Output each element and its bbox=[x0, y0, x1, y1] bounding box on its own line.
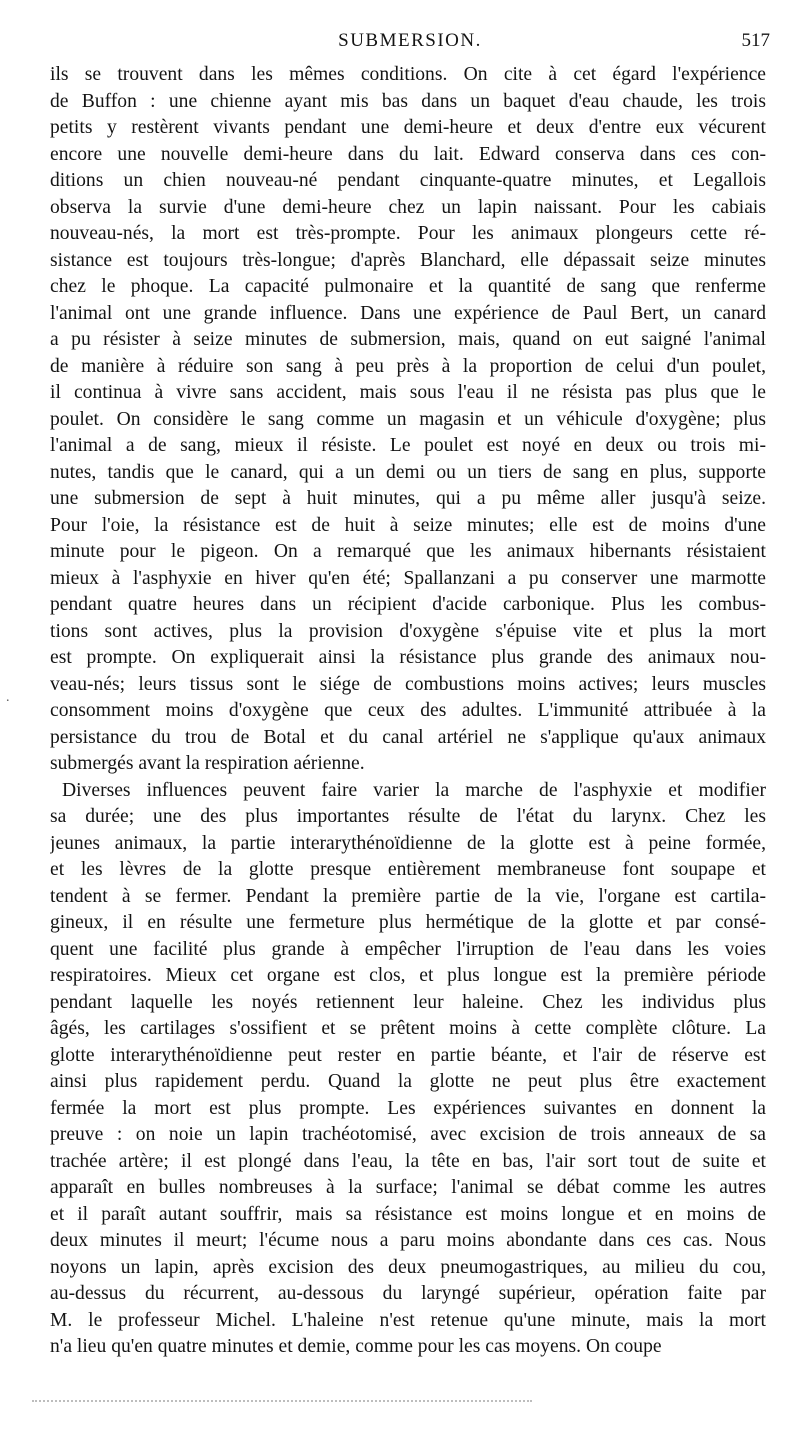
text-line: de Buffon : une chienne ayant mis bas dans un baquet d'eau chaude, les trois bbox=[50, 90, 766, 112]
text-line: âgés, les cartilages s'ossifient et se prêtent moins à cette complète clôture. La bbox=[50, 1018, 766, 1039]
text-line: fermée la mort est plus prompte. Les expériences suivantes en donnent la bbox=[50, 1097, 766, 1119]
text-line: submergés avant la respiration aérienne. bbox=[50, 753, 365, 774]
page-number: 517 bbox=[741, 30, 770, 51]
text-line: gineux, il en résulte une fermeture plus hermétique de la glotte et par consé- bbox=[50, 912, 766, 933]
text-line: ainsi plus rapidement perdu. Quand la glotte ne peut plus être exactement bbox=[50, 1071, 766, 1092]
text-line: apparaît en bulles nombreuses à la surface; l'animal se débat comme les autres bbox=[50, 1177, 766, 1198]
footer-rule bbox=[32, 1400, 532, 1402]
text-line: ditions un chien nouveau-né pendant cinquante-quatre minutes, et Legallois bbox=[50, 170, 766, 191]
text-line: a pu résister à seize minutes de submersion, mais, quand on eut saigné l'animal bbox=[50, 329, 766, 350]
text-line: veau-nés; leurs tissus sont le siége de combustions moins actives; leurs muscles bbox=[50, 673, 766, 695]
running-title: SUBMERSION. bbox=[338, 30, 482, 51]
text-line: M. le professeur Michel. L'haleine n'est retenue qu'une minute, mais la mort bbox=[50, 1309, 766, 1331]
text-line: sistance est toujours très-longue; d'après Blanchard, elle dépassait seize minutes bbox=[50, 249, 766, 271]
text-line: minute pour le pigeon. On a remarqué que les animaux hibernants résistaient bbox=[50, 541, 766, 562]
body-text bbox=[50, 62, 766, 1361]
text-line: ils se trouvent dans les mêmes conditions. On cite à cet égard l'expérience bbox=[50, 64, 766, 85]
text-line: et les lèvres de la glotte presque entièrement membraneuse font soupape et bbox=[50, 859, 766, 880]
text-line: poulet. On considère le sang comme un magasin et un véhicule d'oxygène; plus bbox=[50, 408, 766, 430]
text-line: il continua à vivre sans accident, mais sous l'eau il ne résista pas plus que le bbox=[50, 382, 766, 403]
text-line: Diverses influences peuvent faire varier la marche de l'asphyxie et modifier bbox=[62, 779, 766, 801]
text-line: quent une facilité plus grande à empêcher l'irruption de l'eau dans les voies bbox=[50, 938, 766, 960]
text-line: petits y restèrent vivants pendant une demi-heure et deux d'entre eux vécurent bbox=[50, 117, 766, 138]
text-line: respiratoires. Mieux cet organe est clos, et plus longue est la première période bbox=[50, 965, 766, 986]
text-line: une submersion de sept à huit minutes, qui a pu même aller jusqu'à seize. bbox=[50, 488, 766, 509]
text-line: tendent à se fermer. Pendant la première partie de la vie, l'organe est cartila- bbox=[50, 885, 766, 907]
text-line: au-dessus du récurrent, au-dessous du laryngé supérieur, opération faite par bbox=[50, 1283, 766, 1304]
text-line: mieux à l'asphyxie en hiver qu'en été; Spallanzani a pu conserver une marmotte bbox=[50, 567, 766, 589]
stray-mark: . bbox=[6, 690, 10, 705]
text-line: pendant quatre heures dans un récipient d'acide carbonique. Plus les combus- bbox=[50, 594, 766, 615]
text-line: persistance du trou de Botal et du canal artériel ne s'applique qu'aux animaux bbox=[50, 726, 766, 748]
text-line: Pour l'oie, la résistance est de huit à seize minutes; elle est de moins d'une bbox=[50, 514, 766, 536]
text-line: chez le phoque. La capacité pulmonaire et la quantité de sang que renferme bbox=[50, 276, 766, 297]
text-line: glotte interarythénoïdienne peut rester en partie béante, et l'air de réserve est bbox=[50, 1044, 766, 1066]
text-line: de manière à réduire son sang à peu près à la proportion de celui d'un poulet, bbox=[50, 355, 766, 377]
text-line: jeunes animaux, la partie interarythénoïdienne de la glotte est à peine formée, bbox=[50, 832, 766, 854]
text-line: n'a lieu qu'en quatre minutes et demie, comme pour les cas moyens. On coupe bbox=[50, 1336, 662, 1357]
text-line: et il paraît autant souffrir, mais sa résistance est moins longue et en moins de bbox=[50, 1203, 766, 1225]
text-line: est prompte. On expliquerait ainsi la résistance plus grande des animaux nou- bbox=[50, 647, 766, 668]
text-line: observa la survie d'une demi-heure chez un lapin naissant. Pour les cabiais bbox=[50, 196, 766, 218]
text-line: deux minutes il meurt; l'écume nous a paru moins abondante dans ces cas. Nous bbox=[50, 1230, 766, 1251]
text-line: sa durée; une des plus importantes résulte de l'état du larynx. Chez les bbox=[50, 806, 766, 827]
text-line: tions sont actives, plus la provision d'oxygène s'épuise vite et plus la mort bbox=[50, 620, 766, 642]
page-header bbox=[50, 30, 770, 58]
text-line: nutes, tandis que le canard, qui a un demi ou un tiers de sang en plus, supporte bbox=[50, 461, 766, 483]
text-line: pendant laquelle les noyés retiennent leur haleine. Chez les individus plus bbox=[50, 991, 766, 1013]
text-line: l'animal ont une grande influence. Dans une expérience de Paul Bert, un canard bbox=[50, 302, 766, 324]
text-line: nouveau-nés, la mort est très-prompte. Pour les animaux plongeurs cette ré- bbox=[50, 223, 766, 244]
text-line: l'animal a de sang, mieux il résiste. Le poulet est noyé en deux ou trois mi- bbox=[50, 435, 766, 456]
text-line: preuve : on noie un lapin trachéotomisé, avec excision de trois anneaux de sa bbox=[50, 1124, 766, 1145]
text-line: consomment moins d'oxygène que ceux des adultes. L'immunité attribuée à la bbox=[50, 700, 766, 721]
text-line: encore une nouvelle demi-heure dans du lait. Edward conserva dans ces con- bbox=[50, 143, 766, 165]
text-line: trachée artère; il est plongé dans l'eau, la tête en bas, l'air sort tout de suite et bbox=[50, 1150, 766, 1172]
text-line: noyons un lapin, après excision des deux pneumogastriques, au milieu du cou, bbox=[50, 1256, 766, 1278]
